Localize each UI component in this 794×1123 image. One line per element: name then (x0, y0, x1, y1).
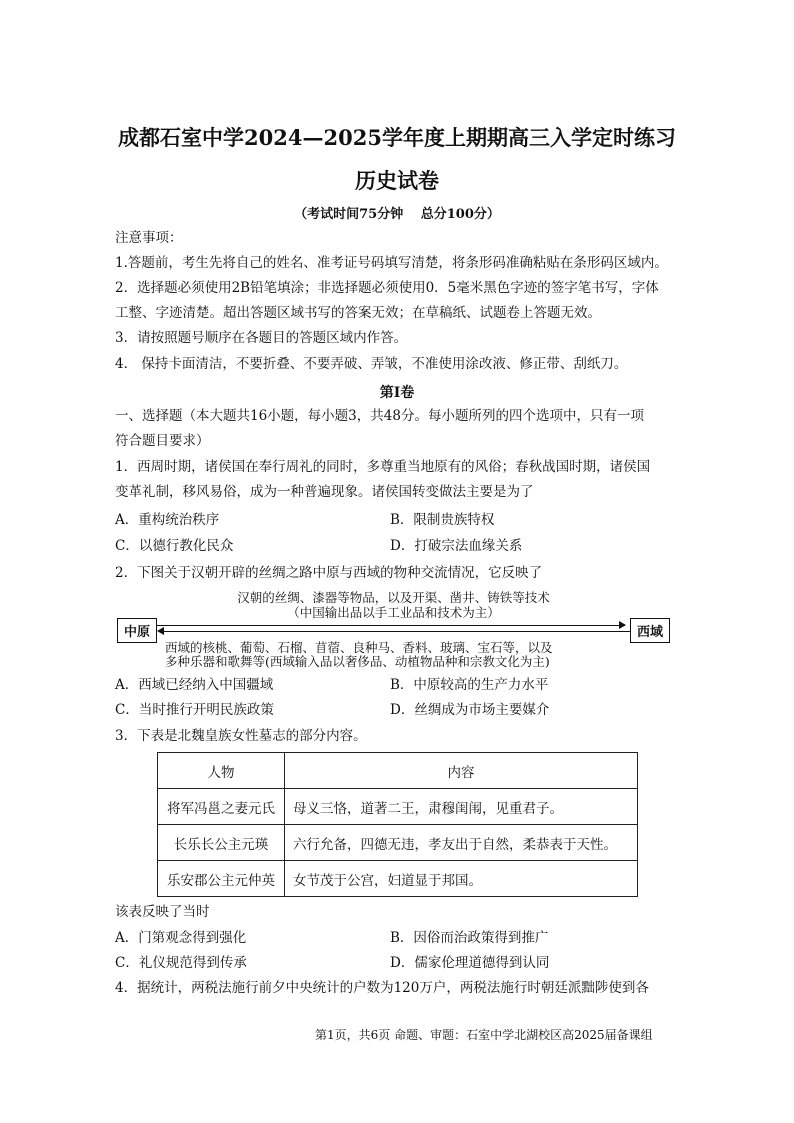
q1-stem: 变革礼制，移风易俗，成为一种普遍现象。诸侯国转变做法主要是为了 (115, 484, 534, 500)
section-instructions: 符合题目要求） (115, 433, 210, 449)
notice-item: 4． 保持卡面清洁，不要折叠、不要弄破、弄皱，不准使用涂改液、修正带、刮纸刀。 (115, 356, 628, 372)
q1-option-d: D．打破宗法血缘关系 (390, 538, 523, 554)
table-header-row (158, 753, 638, 789)
notice-item: 2．选择题必须使用2B铅笔填涂；非选择题必须使用0．5毫米黑色字迹的签字笔书写，字体 (115, 280, 659, 296)
q1-option-b: B．限制贵族特权 (390, 512, 495, 528)
cell-content: 六行允备，四德无违，孝友出于自然，柔恭表于天性。 (285, 825, 638, 861)
silk-road-diagram (117, 588, 670, 668)
q2-option-a: A．西域已经纳入中国疆域 (115, 677, 274, 693)
cell-person: 乐安郡公主元仲英 (158, 861, 285, 897)
q1-stem: 1．西周时期，诸侯国在奉行周礼的同时，多尊重当地原有的风俗；春秋战国时期，诸侯国 (115, 459, 651, 475)
section-instructions: 一、选择题（本大题共16小题，每小题3，共48分。每小题所列的四个选项中，只有一项 (115, 408, 644, 424)
q3-option-a: A．门第观念得到强化 (115, 930, 247, 946)
diagram-export-text: 汉朝的丝绸、漆器等物品，以及开渠、凿井、铸铁等技术 (237, 590, 550, 605)
notice-item: 1.答题前，考生先将自己的姓名、准考证号码填写清楚，将条形码准确粘贴在条形码区域内。 (115, 255, 668, 271)
cell-content: 母义三恪，道著二王，肃穆闺闱，见重君子。 (285, 789, 638, 825)
page-footer: 第1页，共6页 命题、审题：石室中学北湖校区高2025届备课组 (315, 1028, 653, 1042)
table-row (158, 789, 638, 825)
notice-item: 工整、字迹清楚。超出答题区域书写的答案无效；在草稿纸、试题卷上答题无效。 (115, 305, 601, 321)
part-heading: 第Ⅰ卷 (379, 385, 415, 401)
q4-stem: 4．据统计，两税法施行前夕中央统计的户数为120万户，两税法施行时朝廷派黜陟使到各 (115, 980, 649, 996)
header-person: 人物 (158, 753, 285, 789)
arrow-right-head-icon (619, 621, 626, 629)
xiyu-box: 西域 (630, 618, 670, 643)
diagram-import-text: 西域的核桃、葡萄、石榴、苜蓿、良种马、香料、玻璃、宝石等，以及 (165, 640, 553, 655)
arrow-left (162, 631, 630, 632)
notice-item: 3．请按照题号顺序在各题目的答题区域内作答。 (115, 330, 408, 346)
q2-stem: 2．下图关于汉朝开辟的丝绸之路中原与西域的物种交流情况，它反映了 (115, 565, 543, 581)
cell-content: 女节茂于公宫，妇道显于邦国。 (285, 861, 638, 897)
table-row (158, 825, 638, 861)
exam-info: （考试时间75分钟 总分100分） (294, 207, 500, 222)
q3-option-b: B．因俗而治政策得到推广 (390, 930, 549, 946)
notice-heading: 注意事项： (115, 230, 183, 246)
q1-option-a: A．重构统治秩序 (115, 512, 220, 528)
q2-option-b: B．中原较高的生产力水平 (390, 677, 549, 693)
table-row (158, 861, 638, 897)
q3-followup: 该表反映了当时 (115, 904, 210, 920)
diagram-export-note: （中国输出品以手工业品和技术为主） (287, 605, 500, 620)
exam-title: 成都石室中学2024—2025学年度上期期高三入学定时练习 (118, 125, 676, 150)
arrow-left-head-icon (157, 627, 164, 635)
q3-stem: 3．下表是北魏皇族女性墓志的部分内容。 (115, 728, 367, 744)
q3-option-c: C．礼仪规范得到传承 (115, 955, 247, 971)
q2-option-d: D．丝绸成为市场主要媒介 (390, 702, 550, 718)
zhongyuan-box: 中原 (117, 618, 157, 643)
cell-person: 长乐长公主元瑛 (158, 825, 285, 861)
header-content: 内容 (285, 753, 638, 789)
subject-title: 历史试卷 (355, 168, 439, 193)
diagram-import-note: 多种乐器和歌舞等(西域输入品以奢侈品、动植物品种和宗教文化为主) (165, 654, 550, 669)
q3-option-d: D．儒家伦理道德得到认同 (390, 955, 550, 971)
arrow-right (157, 625, 625, 626)
q2-option-c: C．当时推行开明民族政策 (115, 702, 274, 718)
cell-person: 将军冯邕之妻元氏 (158, 789, 285, 825)
epitaph-table (157, 752, 638, 897)
q1-option-c: C．以德行教化民众 (115, 538, 234, 554)
